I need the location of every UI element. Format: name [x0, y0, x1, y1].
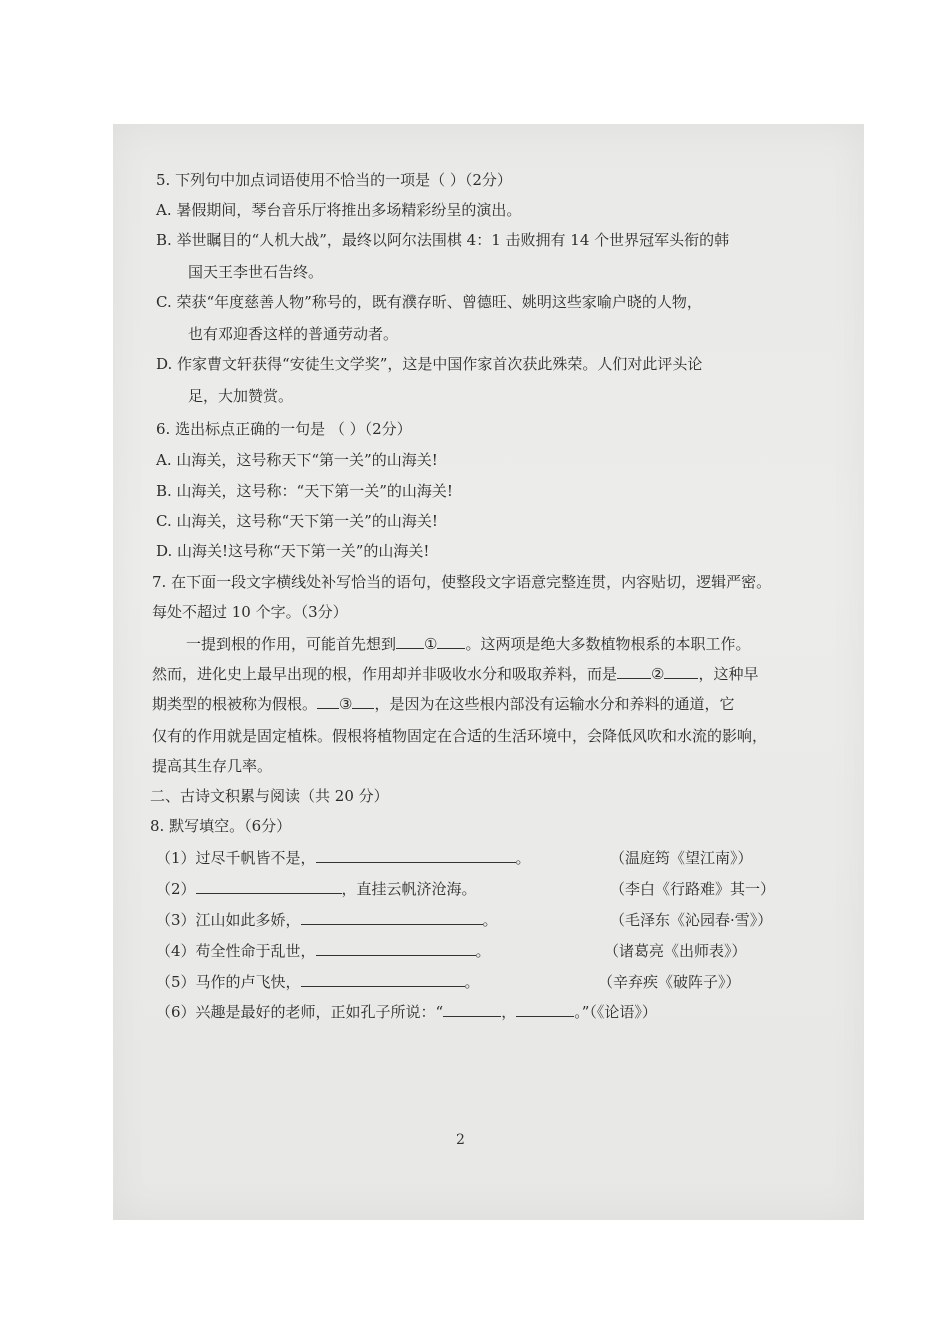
blank-line: [664, 664, 698, 679]
q8-item-4: [156, 941, 491, 961]
answer-blank[interactable]: [301, 972, 465, 987]
q8-item-2: [156, 879, 477, 899]
answer-blank[interactable]: [301, 910, 483, 925]
item-text: （6）兴趣是最好的老师，正如孔子所说：“: [156, 1003, 444, 1021]
q8-item-5: [156, 972, 480, 992]
q8-item-6: [156, 1002, 657, 1022]
q8-source-3: （毛泽东《沁园春·雪》）: [610, 911, 773, 929]
q5-option-c-cont: 也有邓迎香这样的普通劳动者。: [188, 325, 399, 343]
q7-text: 。这两项是绝大多数植物根系的本职工作。: [465, 635, 751, 653]
item-text: 。: [464, 973, 480, 991]
item-text: 。”（《论语》）: [574, 1003, 657, 1021]
q8-source-1: （温庭筠《望江南》）: [610, 849, 753, 867]
q7-text: 一提到根的作用，可能首先想到: [186, 635, 397, 653]
q5-option-d: D. 作家曹文轩获得“安徒生文学奖”，这是中国作家首次获此殊荣。人们对此评头论: [156, 355, 703, 373]
q5-option-c: C. 荣获“年度慈善人物”称号的，既有濮存昕、曾德旺、姚明这些家喻户晓的人物，: [156, 293, 702, 311]
item-text: （5）马作的卢飞快，: [156, 973, 301, 991]
item-text: （2）: [156, 880, 196, 898]
blank-line: [352, 694, 374, 709]
item-text: ，直挂云帆济沧海。: [341, 880, 477, 898]
blank-line: [396, 634, 424, 649]
q6-stem: 6. 选出标点正确的一句是 （ ）（2分）: [156, 420, 412, 438]
q6-option-d: D. 山海关!这号称“天下第一关”的山海关!: [156, 542, 430, 560]
q6-option-b: B. 山海关，这号称：“天下第一关”的山海关!: [156, 482, 453, 500]
q5-stem: 5. 下列句中加点词语使用不恰当的一项是（ ）（2分）: [156, 171, 512, 189]
q8-source-4: （诸葛亮《出师表》）: [604, 942, 747, 960]
q8-stem: 8. 默写填空。（6分）: [150, 817, 292, 835]
item-text: （3）江山如此多娇，: [156, 911, 301, 929]
q7-text: 然而，进化史上最早出现的根，作用却并非吸收水分和吸取养料，而是: [152, 665, 618, 683]
blank-line: [617, 664, 651, 679]
item-text: ，: [501, 1003, 517, 1021]
answer-blank[interactable]: [316, 941, 476, 956]
blank-marker-2: ②: [651, 665, 665, 683]
q5-option-b: B. 举世瞩目的“人机大战”，最终以阿尔法围棋 4：1 击败拥有 14 个世界冠军头衔的韩: [156, 231, 730, 249]
item-text: 。: [515, 849, 531, 867]
q8-item-3: [156, 910, 498, 930]
item-text: 。: [475, 942, 491, 960]
answer-blank[interactable]: [443, 1002, 501, 1017]
section-heading: 二、古诗文积累与阅读（共 20 分）: [150, 787, 389, 805]
blank-line: [437, 634, 465, 649]
q7-para-line5: 提高其生存几率。: [152, 757, 273, 775]
blank-marker-3: ③: [339, 695, 353, 713]
q7-para-line2: [152, 664, 758, 684]
q8-source-5: （辛弃疾《破阵子》）: [598, 973, 741, 991]
q7-stem: 7. 在下面一段文字横线处补写恰当的语句，使整段文字语意完整连贯，内容贴切，逻辑严密。: [152, 573, 772, 591]
blank-line: [317, 694, 339, 709]
answer-blank[interactable]: [316, 848, 516, 863]
q7-para-line4: 仅有的作用就是固定植株。假根将植物固定在合适的生活环境中，会降低风吹和水流的影响，: [152, 727, 768, 745]
q5-option-b-cont: 国天王李世石告终。: [188, 263, 324, 281]
q7-text: ，这种早: [698, 665, 759, 683]
blank-marker-1: ①: [424, 635, 438, 653]
q7-text: ，是因为在这些根内部没有运输水分和养料的通道，它: [374, 695, 735, 713]
q6-option-c: C. 山海关，这号称“天下第一关”的山海关!: [156, 512, 438, 530]
answer-blank[interactable]: [196, 879, 342, 894]
q7-para-line3: [152, 694, 734, 714]
q8-source-2: （李白《行路难》其一）: [610, 880, 776, 898]
q8-item-1: [156, 848, 531, 868]
answer-blank[interactable]: [516, 1002, 574, 1017]
item-text: （1）过尽千帆皆不是，: [156, 849, 316, 867]
q7-stem-cont: 每处不超过 10 个字。（3分）: [152, 603, 348, 621]
page-number: 2: [456, 1132, 465, 1148]
q6-option-a: A. 山海关，这号称天下“第一关”的山海关!: [156, 451, 438, 469]
item-text: 。: [482, 911, 498, 929]
q7-text: 期类型的根被称为假根。: [152, 695, 318, 713]
q5-option-d-cont: 足，大加赞赏。: [188, 387, 294, 405]
q5-option-a: A. 暑假期间，琴台音乐厅将推出多场精彩纷呈的演出。: [156, 201, 522, 219]
q7-para-line1: [186, 634, 750, 654]
item-text: （4）苟全性命于乱世，: [156, 942, 316, 960]
